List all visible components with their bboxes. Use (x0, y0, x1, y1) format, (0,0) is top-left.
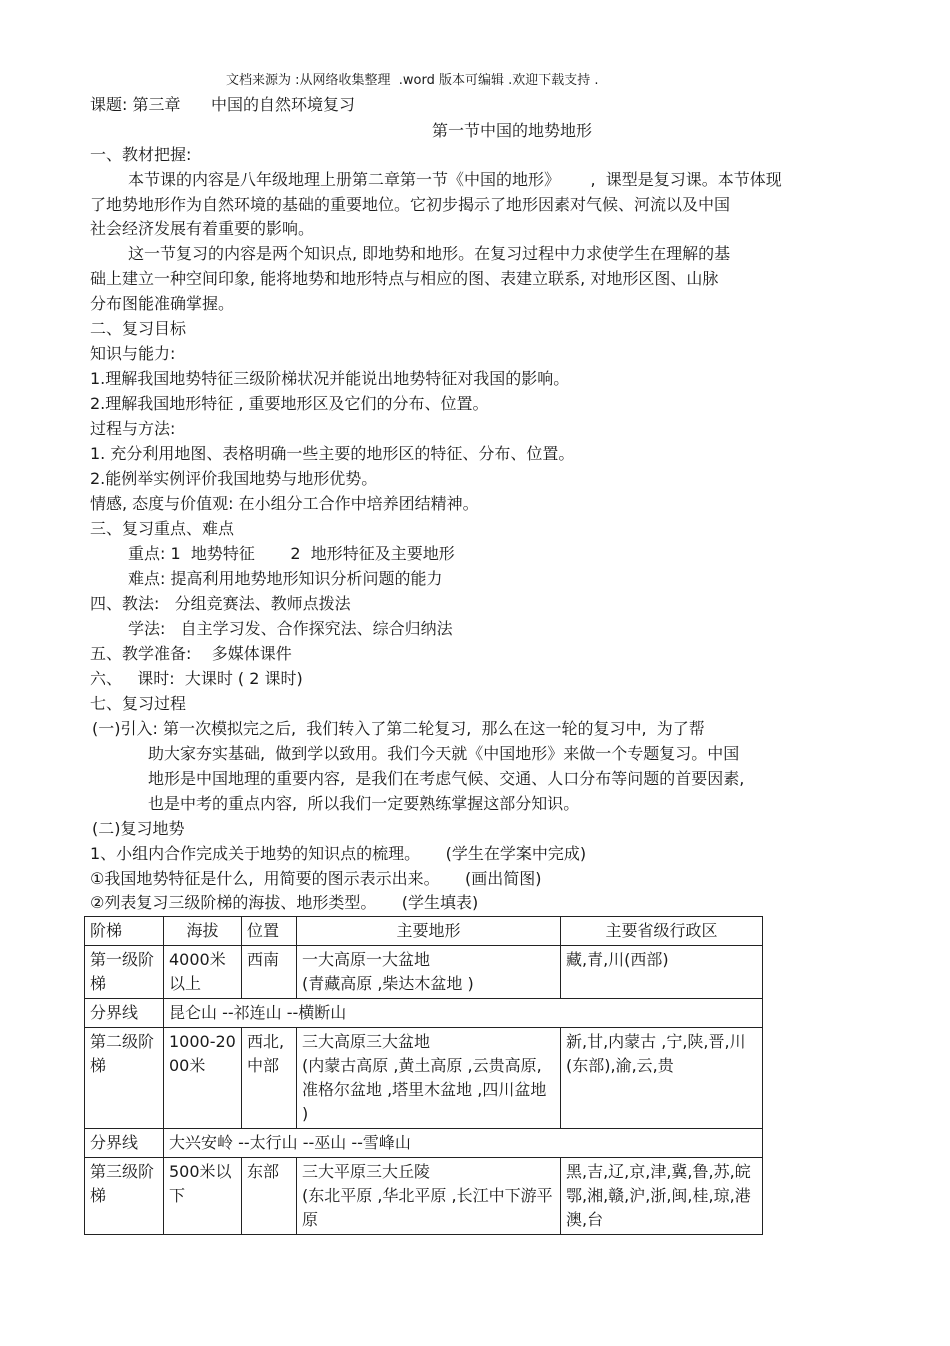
list-item: 情感, 态度与价值观: 在小组分工合作中培养团结精神。 (90, 494, 479, 513)
table-cell: 4000米以上 (164, 946, 242, 999)
table-cell: 分界线 (85, 999, 164, 1028)
table-row (85, 1129, 763, 1158)
section-4-heading: 四、教法: 分组竞赛法、教师点拨法 (90, 594, 351, 613)
paragraph-line: 社会经济发展有着重要的影响。 (90, 219, 315, 238)
table-header: 主要省级行政区 (561, 917, 763, 946)
table-cell: 西北,中部 (242, 1028, 297, 1129)
table-cell: 昆仑山 --祁连山 --横断山 (164, 999, 763, 1028)
paragraph-line: 本节课的内容是八年级地理上册第二章第一节《中国的地形》 , 课型是复习课。本节体现 (128, 170, 782, 189)
table-header: 位置 (242, 917, 297, 946)
paragraph-line: (一)引入: 第一次模拟完之后, 我们转入了第二轮复习, 那么在这一轮的复习中, 为了帮 (92, 719, 705, 738)
terrain-detail: (青藏高原 ,柴达木盆地 ) (302, 974, 474, 993)
list-item: ①我国地势特征是什么, 用简要的图示表示出来。 (画出简图) (90, 869, 542, 888)
table-cell: 1000-2000米 (164, 1028, 242, 1129)
study-methods: 学法: 自主学习发、合作探究法、综合归纳法 (128, 619, 453, 638)
difficult-points: 难点: 提高利用地势地形知识分析问题的能力 (128, 569, 443, 588)
list-item: 1. 充分利用地图、表格明确一些主要的地形区的特征、分布、位置。 (90, 444, 575, 463)
table-header: 主要地形 (297, 917, 561, 946)
terrain-summary: 三大高原三大盆地 (302, 1032, 431, 1051)
table-cell: 第二级阶梯 (85, 1028, 164, 1129)
table-cell: 黑,吉,辽,京,津,冀,鲁,苏,皖鄂,湘,赣,沪,浙,闽,桂,琼,港澳,台 (561, 1158, 763, 1235)
table-row (85, 1028, 763, 1129)
paragraph-line: 也是中考的重点内容, 所以我们一定要熟练掌握这部分知识。 (148, 794, 580, 813)
section-1-heading: 一、教材把握: (90, 145, 192, 164)
header-note: 文档来源为 :从网络收集整理 .word 版本可编辑 .欢迎下载支持 . (226, 73, 599, 88)
terrain-summary: 一大高原一大盆地 (302, 950, 431, 969)
table-row (85, 999, 763, 1028)
paragraph-line: 础上建立一种空间印象, 能将地势和地形特点与相应的图、表建立联系, 对地形区图、山脉 (90, 269, 719, 288)
table-cell: 新,甘,内蒙古 ,宁,陕,晋,川(东部),渝,云,贵 (561, 1028, 763, 1129)
table-cell: 东部 (242, 1158, 297, 1235)
lesson-title: 课题: 第三章 中国的自然环境复习 (90, 95, 355, 114)
paragraph-line: 分布图能准确掌握。 (90, 294, 235, 313)
list-item: 2.能例举实例评价我国地势与地形优势。 (90, 469, 378, 488)
terrain-summary: 三大平原三大丘陵 (302, 1162, 431, 1181)
list-item: 2.理解我国地形特征 , 重要地形区及它们的分布、位置。 (90, 394, 489, 413)
section-2-heading: 二、复习目标 (90, 319, 187, 338)
table-cell (297, 1158, 561, 1235)
terrain-detail: (内蒙古高原 ,黄土高原 ,云贵高原,准格尔盆地 ,塔里木盆地 ,四川盆地 ) (302, 1056, 547, 1123)
subsection-heading: (二)复习地势 (92, 819, 185, 838)
paragraph-line: 这一节复习的内容是两个知识点, 即地势和地形。在复习过程中力求使学生在理解的基 (128, 244, 731, 263)
key-points: 重点: 1 地势特征 2 地形特征及主要地形 (128, 544, 455, 563)
list-item: ②列表复习三级阶梯的海拔、地形类型。 (学生填表) (90, 893, 479, 912)
section-7-heading: 七、复习过程 (90, 694, 187, 713)
table-cell: 第一级阶梯 (85, 946, 164, 999)
table-cell: 第三级阶梯 (85, 1158, 164, 1235)
section-3-heading: 三、复习重点、难点 (90, 519, 235, 538)
table-cell: 藏,青,川(西部) (561, 946, 763, 999)
paragraph-line: 助大家夯实基础, 做到学以致用。我们今天就《中国地形》来做一个专题复习。中国 (148, 744, 740, 763)
terrain-detail: (东北平原 ,华北平原 ,长江中下游平原 (302, 1186, 553, 1229)
paragraph-line: 了地势地形作为自然环境的基础的重要地位。它初步揭示了地形因素对气候、河流以及中国 (90, 195, 731, 214)
table-header: 阶梯 (85, 917, 164, 946)
table-row (85, 946, 763, 999)
section-title: 第一节中国的地势地形 (432, 121, 593, 140)
section-5: 五、教学准备: 多媒体课件 (90, 644, 292, 663)
table-header: 海拔 (164, 917, 242, 946)
table-cell (297, 946, 561, 999)
table-header-row (85, 917, 763, 946)
table-cell: 西南 (242, 946, 297, 999)
terrain-steps-table (84, 916, 763, 1235)
paragraph-line: 地形是中国地理的重要内容, 是我们在考虑气候、交通、人口分布等问题的首要因素, (148, 769, 745, 788)
list-item: 1.理解我国地势特征三级阶梯状况并能说出地势特征对我国的影响。 (90, 369, 570, 388)
section-6: 六、 课时: 大课时 ( 2 课时) (90, 669, 303, 688)
subheading: 知识与能力: (90, 344, 176, 363)
subheading: 过程与方法: (90, 419, 176, 438)
table-cell (297, 1028, 561, 1129)
table-cell: 500米以下 (164, 1158, 242, 1235)
table-cell: 分界线 (85, 1129, 164, 1158)
table-row (85, 1158, 763, 1235)
list-item: 1、小组内合作完成关于地势的知识点的梳理。 (学生在学案中完成) (90, 844, 587, 863)
table-cell: 大兴安岭 --太行山 --巫山 --雪峰山 (164, 1129, 763, 1158)
